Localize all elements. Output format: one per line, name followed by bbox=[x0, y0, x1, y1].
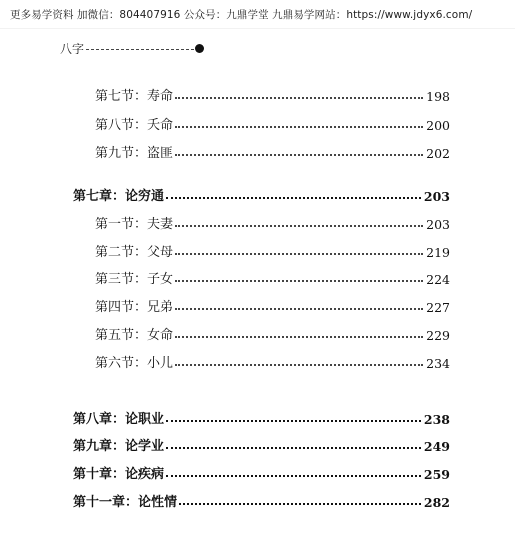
dot-leader bbox=[175, 126, 423, 128]
toc-entry-label: 第二节：父母 bbox=[95, 245, 174, 260]
dot-leader bbox=[175, 97, 423, 99]
toc-entry-label: 第四节：兄弟 bbox=[95, 300, 174, 315]
toc-entry-page: 219 bbox=[426, 245, 450, 260]
toc-entry-page: 229 bbox=[426, 328, 450, 343]
toc-entry-page: 234 bbox=[426, 356, 450, 371]
toc-entry-label: 第七节：寿命 bbox=[95, 89, 174, 104]
toc-entry-label: 第五节：女命 bbox=[95, 328, 174, 343]
toc-entry-label: 第七章：论穷通 bbox=[73, 189, 165, 204]
toc-entry-page: 203 bbox=[423, 189, 450, 204]
dot-leader bbox=[166, 420, 421, 422]
toc-chapter-entry[interactable] bbox=[73, 184, 450, 204]
toc-chapter-entry[interactable] bbox=[73, 434, 450, 454]
toc-entry[interactable] bbox=[95, 141, 450, 161]
toc-entry-page: 224 bbox=[426, 272, 450, 287]
toc-chapter-entry[interactable] bbox=[73, 462, 450, 482]
toc-entry[interactable] bbox=[95, 295, 450, 315]
dot-leader bbox=[166, 447, 421, 449]
toc-entry-page: 203 bbox=[426, 217, 450, 232]
toc-entry-label: 第一节：夫妻 bbox=[95, 217, 174, 232]
watermark-bar bbox=[0, 0, 515, 28]
toc-entry-label: 第八节：夭命 bbox=[95, 118, 174, 133]
watermark-text: 更多易学资料 加微信：804407916 公众号：九鼎学堂 九鼎易学网站：https://www.jdyx6.com/ bbox=[10, 9, 473, 21]
page-divider bbox=[0, 28, 515, 29]
dot-leader bbox=[175, 336, 423, 338]
toc-entry[interactable] bbox=[95, 351, 450, 371]
running-head bbox=[60, 40, 204, 56]
toc-chapter-entry[interactable] bbox=[73, 407, 450, 427]
toc-entry-page: 227 bbox=[426, 300, 450, 315]
toc-entry-label: 第十章：论疾病 bbox=[73, 467, 165, 482]
toc-entry-label: 第三节：子女 bbox=[95, 272, 174, 287]
toc-entry-label: 第九节：盗匪 bbox=[95, 146, 174, 161]
toc-entry-page: 202 bbox=[426, 146, 450, 161]
toc-entry-label: 第十一章：论性情 bbox=[73, 495, 178, 510]
dot-leader bbox=[175, 253, 423, 255]
running-head-title: 八字 bbox=[60, 41, 85, 56]
toc-entry-label: 第六节：小儿 bbox=[95, 356, 174, 371]
dot-leader bbox=[166, 197, 421, 199]
toc-entry-page: 198 bbox=[426, 89, 450, 104]
toc-entry-page: 282 bbox=[423, 495, 450, 510]
dot-leader bbox=[175, 280, 423, 282]
toc-entry-page: 249 bbox=[423, 439, 450, 454]
toc-entry[interactable] bbox=[95, 113, 450, 133]
dot-leader bbox=[175, 364, 423, 366]
toc-entry-page: 259 bbox=[423, 467, 450, 482]
dot-leader bbox=[179, 503, 421, 505]
toc-entry-page: 200 bbox=[426, 118, 450, 133]
toc-chapter-entry[interactable] bbox=[73, 490, 450, 510]
toc-entry-page: 238 bbox=[423, 412, 450, 427]
dot-leader bbox=[166, 475, 421, 477]
toc-entry[interactable] bbox=[95, 84, 450, 104]
running-head-rule bbox=[86, 49, 194, 50]
dot-leader bbox=[175, 308, 423, 310]
running-head-bullet-icon bbox=[195, 44, 204, 53]
toc-entry[interactable] bbox=[95, 323, 450, 343]
toc-entry-label: 第九章：论学业 bbox=[73, 439, 165, 454]
toc-entry[interactable] bbox=[95, 212, 450, 232]
toc-entry-label: 第八章：论职业 bbox=[73, 412, 165, 427]
toc-entry[interactable] bbox=[95, 267, 450, 287]
toc-entry[interactable] bbox=[95, 240, 450, 260]
dot-leader bbox=[175, 154, 423, 156]
dot-leader bbox=[175, 225, 423, 227]
